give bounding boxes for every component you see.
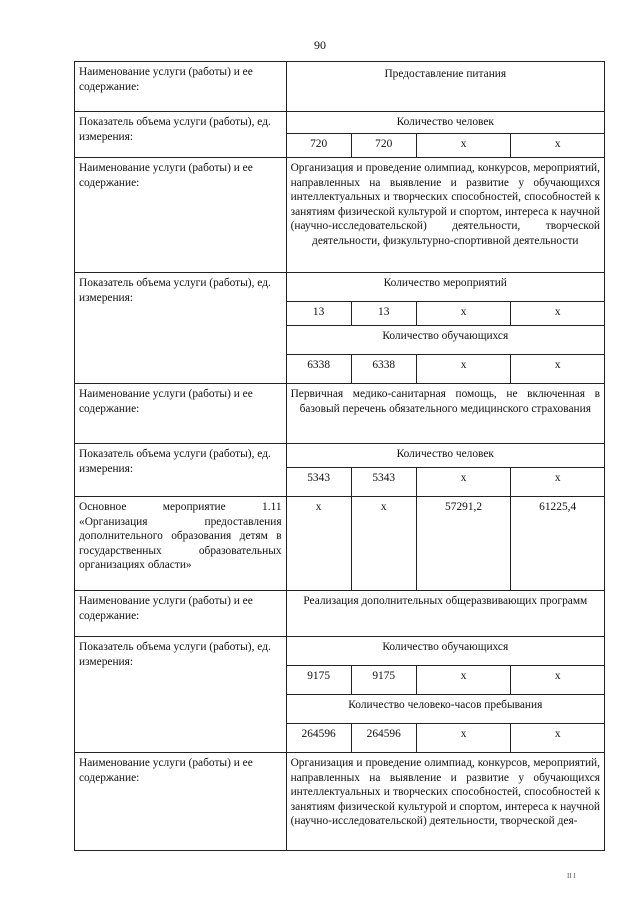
service-name: Реализация дополнительных общеразвивающих программ bbox=[286, 591, 604, 637]
volume-label: Показатель объема услуги (работы), ед. измерения: bbox=[75, 273, 287, 384]
volume-unit-row bbox=[75, 112, 605, 134]
service-name: Организация и проведение олимпиад, конкурсов, мероприятий, направленных на выявление и развитие у обучающихся интеллектуальных и творческих способностей, способностей к занятиям физической культурой и спортом, интереса к научной (научно-исследовательской) деятельности, творческой дея- bbox=[286, 753, 604, 851]
value-cell: 5343 bbox=[351, 468, 416, 497]
service-label: Наименование услуги (работы) и ее содержание: bbox=[75, 158, 287, 273]
footer-mark: II I bbox=[567, 872, 576, 880]
value-cell: 720 bbox=[286, 134, 351, 158]
value-cell: х bbox=[511, 666, 605, 695]
service-row bbox=[75, 384, 605, 444]
volume-unit: Количество человек bbox=[286, 112, 604, 134]
value-cell: 9175 bbox=[286, 666, 351, 695]
value-cell: х bbox=[511, 724, 605, 753]
service-row bbox=[75, 62, 605, 112]
volume-unit: Количество человеко-часов пребывания bbox=[286, 695, 604, 724]
volume-unit-row bbox=[75, 444, 605, 468]
value-cell: 720 bbox=[351, 134, 416, 158]
program-table bbox=[74, 61, 605, 851]
service-label: Наименование услуги (работы) и ее содержание: bbox=[75, 753, 287, 851]
value-cell: х bbox=[416, 724, 511, 753]
service-row bbox=[75, 158, 605, 273]
value-cell: х bbox=[351, 497, 416, 591]
value-cell: 57291,2 bbox=[416, 497, 511, 591]
service-name: Предоставление питания bbox=[286, 62, 604, 112]
value-cell: 6338 bbox=[286, 355, 351, 384]
value-cell: х bbox=[416, 468, 511, 497]
main-event-name: Основное мероприятие 1.11 «Организация предоставления дополнительного образования детям в государственных образовательных организациях области» bbox=[75, 497, 287, 591]
volume-unit: Количество обучающихся bbox=[286, 326, 604, 355]
value-cell: х bbox=[511, 355, 605, 384]
volume-label: Показатель объема услуги (работы), ед. измерения: bbox=[75, 444, 287, 497]
volume-unit: Количество мероприятий bbox=[286, 273, 604, 302]
service-label: Наименование услуги (работы) и ее содержание: bbox=[75, 62, 287, 112]
value-cell: х bbox=[511, 468, 605, 497]
volume-unit-row bbox=[75, 637, 605, 666]
main-event-row bbox=[75, 497, 605, 591]
volume-label: Показатель объема услуги (работы), ед. измерения: bbox=[75, 112, 287, 158]
value-cell: х bbox=[511, 134, 605, 158]
value-cell: х bbox=[416, 355, 511, 384]
value-cell: х bbox=[286, 497, 351, 591]
volume-unit: Количество человек bbox=[286, 444, 604, 468]
value-cell: 5343 bbox=[286, 468, 351, 497]
volume-unit: Количество обучающихся bbox=[286, 637, 604, 666]
service-label: Наименование услуги (работы) и ее содержание: bbox=[75, 591, 287, 637]
value-cell: 264596 bbox=[286, 724, 351, 753]
value-cell: х bbox=[511, 302, 605, 326]
value-cell: х bbox=[416, 666, 511, 695]
value-cell: х bbox=[416, 302, 511, 326]
value-cell: х bbox=[416, 134, 511, 158]
value-cell: 13 bbox=[351, 302, 416, 326]
value-cell: 61225,4 bbox=[511, 497, 605, 591]
page-number: 90 bbox=[314, 38, 326, 52]
service-row bbox=[75, 753, 605, 851]
value-cell: 6338 bbox=[351, 355, 416, 384]
volume-unit-row bbox=[75, 273, 605, 302]
service-label: Наименование услуги (работы) и ее содержание: bbox=[75, 384, 287, 444]
service-name: Организация и проведение олимпиад, конкурсов, мероприятий, направленных на выявление и развитие у обучающихся интеллектуальных и творческих способностей, способностей к занятиям физической культурой и спортом, интереса к научной (научно-исследовательской) деятельности, творческой деятельности, физкультурно-спортивной деятельности bbox=[286, 158, 604, 273]
value-cell: 13 bbox=[286, 302, 351, 326]
service-row bbox=[75, 591, 605, 637]
value-cell: 264596 bbox=[351, 724, 416, 753]
volume-label: Показатель объема услуги (работы), ед. измерения: bbox=[75, 637, 287, 753]
service-name: Первичная медико-санитарная помощь, не включенная в базовый перечень обязательного медицинского страхования bbox=[286, 384, 604, 444]
value-cell: 9175 bbox=[351, 666, 416, 695]
